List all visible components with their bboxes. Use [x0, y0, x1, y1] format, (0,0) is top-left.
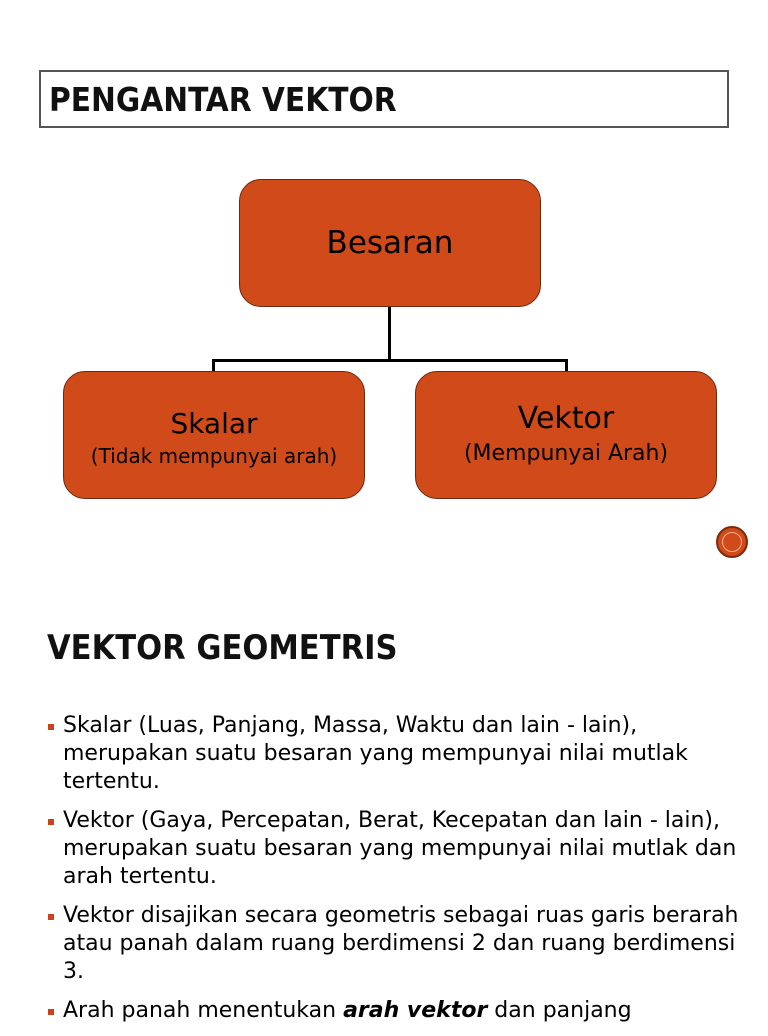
connector-left — [212, 359, 215, 371]
slide-vektor-geometris — [0, 575, 768, 1024]
connector-vertical-root — [388, 306, 391, 362]
bullet-text: Arah panah menentukan — [63, 998, 344, 1023]
bullet-item: Vektor disajikan secara geometris sebagai ruas garis berarah atau panah dalam ruang berdimensi 2 dan ruang berdimensi 3. — [47, 902, 747, 986]
connector-right — [565, 359, 568, 371]
besaran-label: Besaran — [326, 225, 454, 261]
bullet-item — [47, 997, 747, 1025]
slide-title: VEKTOR GEOMETRIS — [47, 628, 398, 668]
bullet-emphasis: arah vektor — [343, 998, 488, 1023]
skalar-sub: (Tidak mempunyai arah) — [90, 444, 338, 468]
vektor-sub: (Mempunyai Arah) — [463, 441, 669, 466]
skalar-box — [63, 371, 365, 499]
vektor-box — [415, 371, 717, 499]
bullet-text: dan panjang — [487, 998, 632, 1023]
bullet-list — [47, 712, 747, 1036]
title-box — [39, 70, 729, 128]
next-slide-circle-icon[interactable] — [716, 526, 748, 558]
skalar-label: Skalar — [170, 407, 258, 440]
connector-horizontal — [212, 359, 568, 362]
bullet-item: Skalar (Luas, Panjang, Massa, Waktu dan lain - lain), merupakan suatu besaran yang mempunyai nilai mutlak tertentu. — [47, 712, 747, 796]
besaran-box — [239, 179, 541, 307]
vektor-label: Vektor — [517, 401, 615, 436]
bullet-item: Vektor (Gaya, Percepatan, Berat, Kecepatan dan lain - lain), merupakan suatu besaran yang mempunyai nilai mutlak dan arah tertentu. — [47, 807, 747, 891]
slide-title: PENGANTAR VEKTOR — [49, 80, 397, 119]
